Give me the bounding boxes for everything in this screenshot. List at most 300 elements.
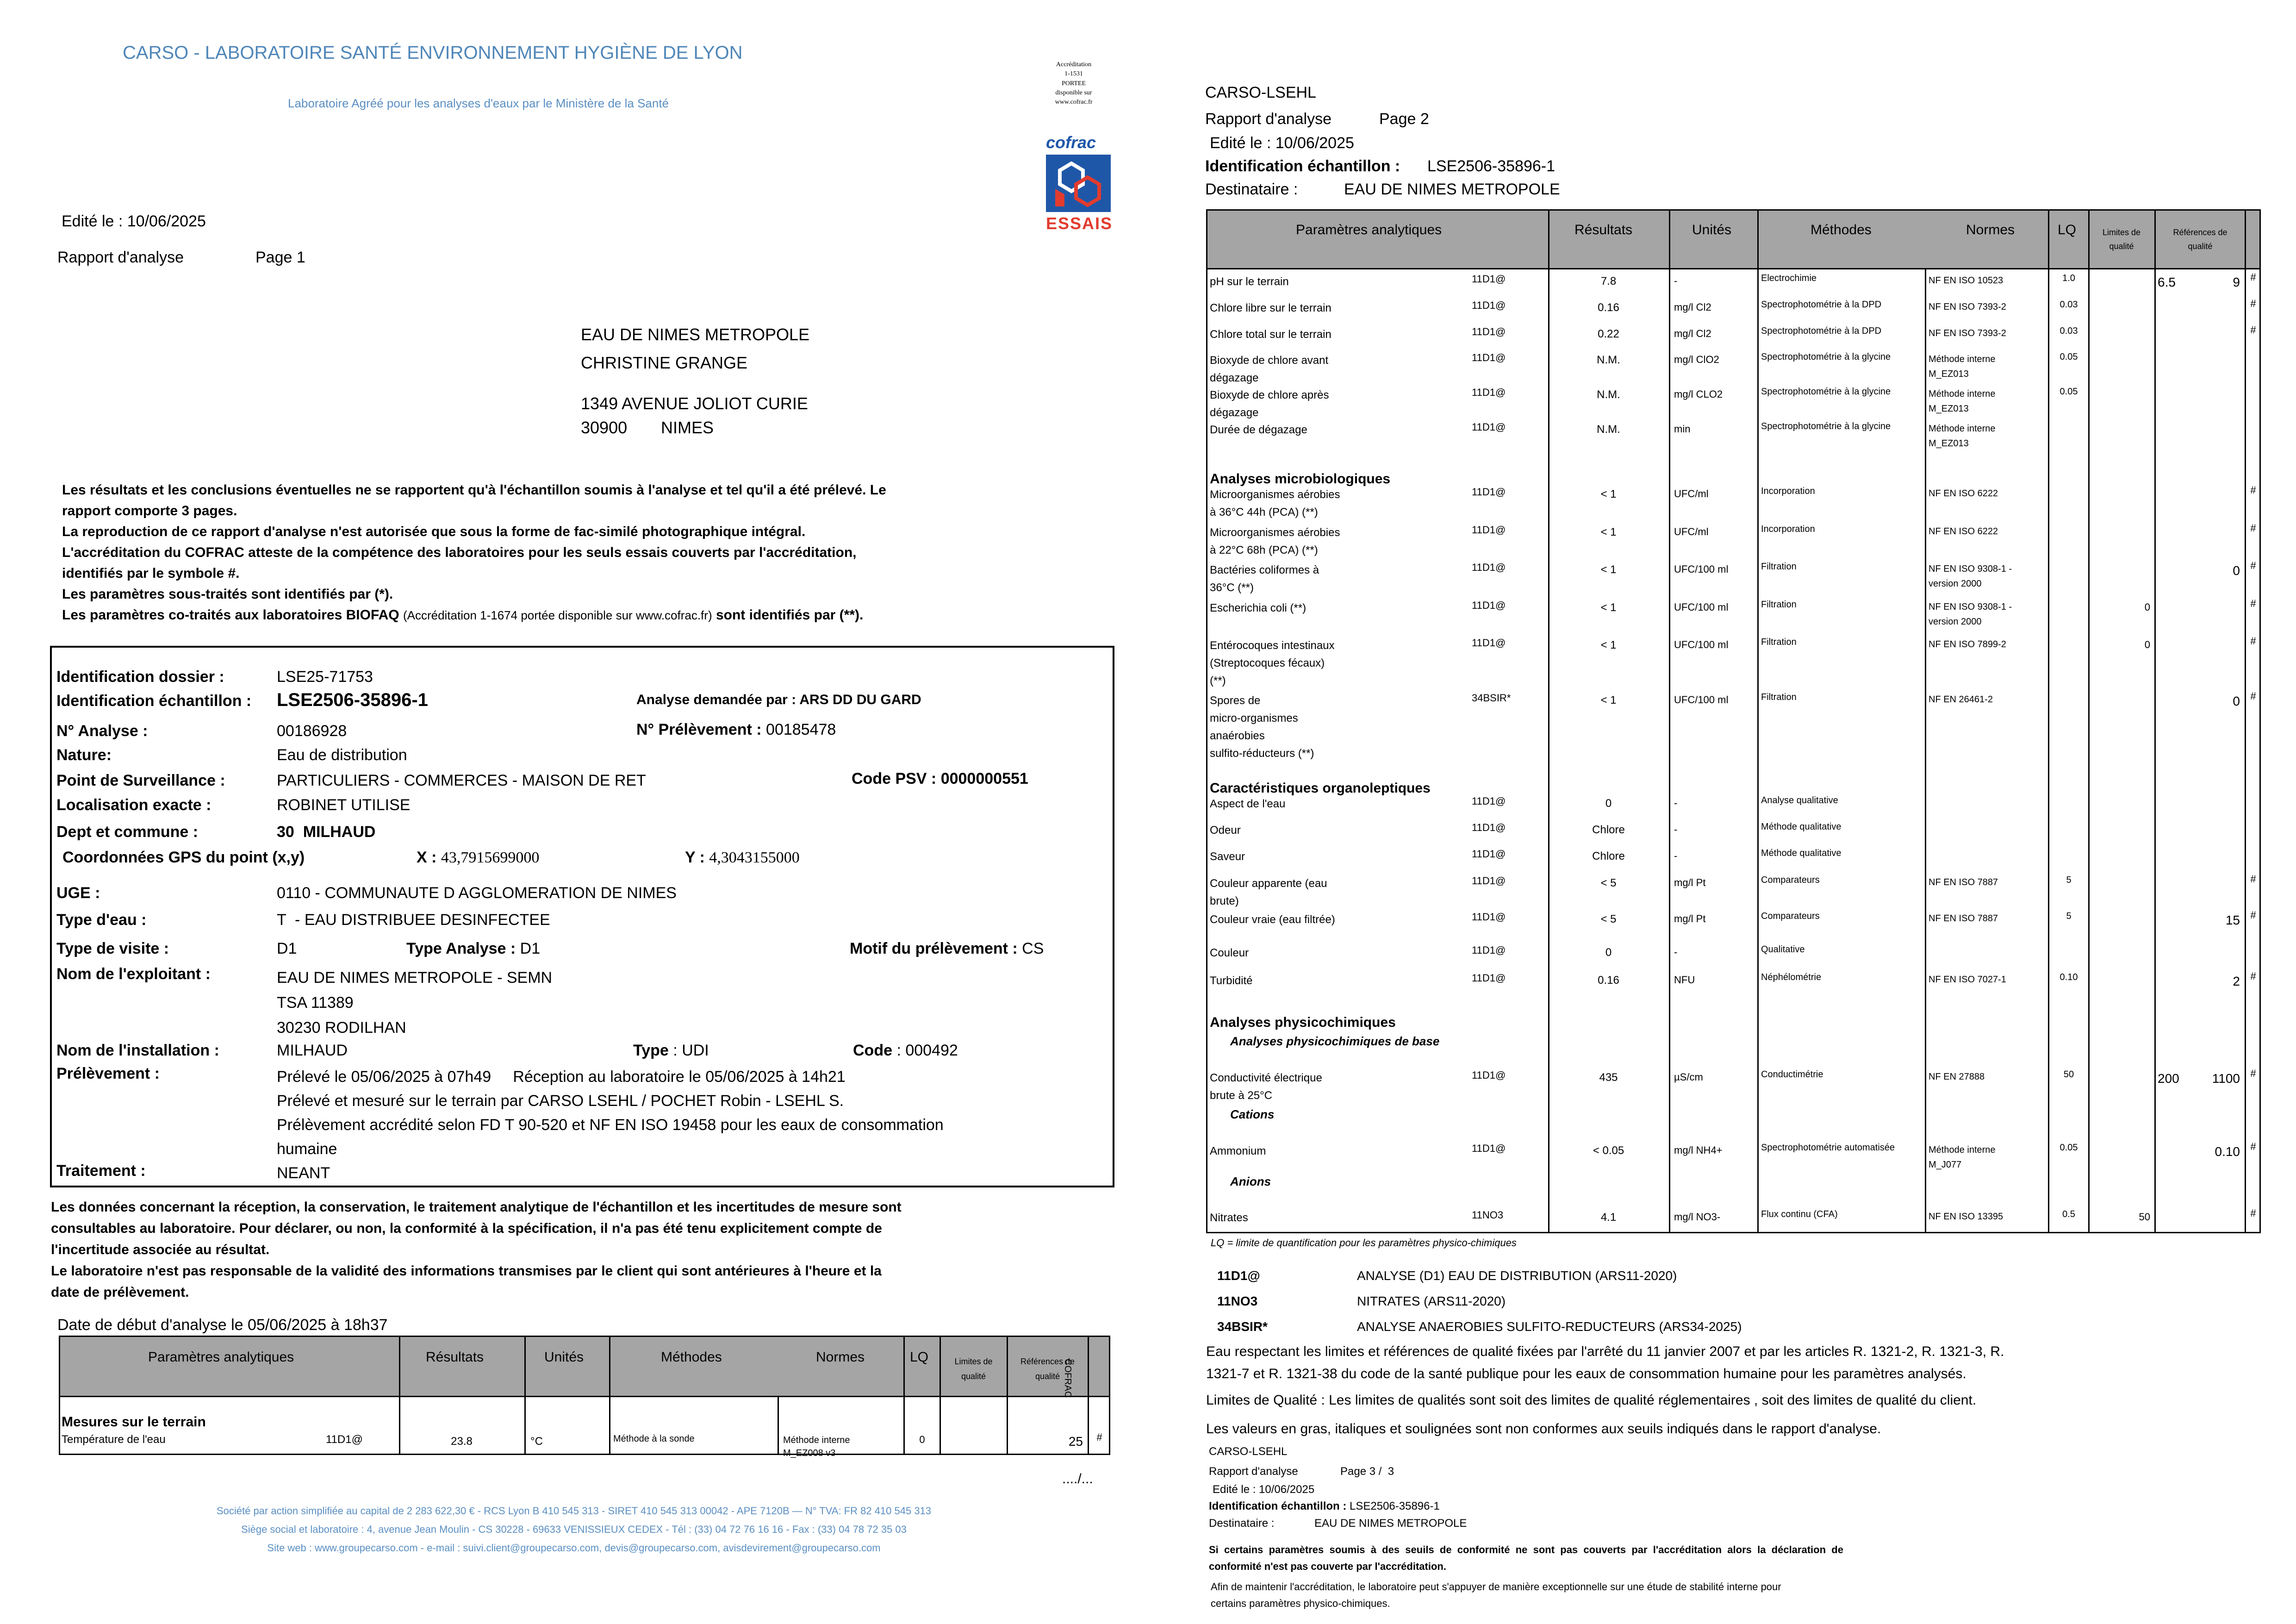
row-method: Spectrophotométrie à la DPD xyxy=(1761,300,1882,310)
row-param xyxy=(1210,524,1340,559)
gps-x xyxy=(417,849,539,867)
row-param-line: brute) xyxy=(1210,895,1239,907)
row-accredited: # xyxy=(2250,970,2256,982)
row-ref-min: 6.5 xyxy=(2158,275,2176,289)
p3-report-label: Rapport d'analyse xyxy=(1209,1465,1298,1478)
row-param-line: Bioxyde de chlore après xyxy=(1210,389,1329,401)
row-code: 11D1@ xyxy=(1472,421,1506,433)
row-norm xyxy=(1929,637,2006,652)
row-code: 11D1@ xyxy=(1472,562,1506,573)
row-method: Néphélométrie xyxy=(1761,972,1822,982)
analysis-start-date: Date de début d'analyse le 05/06/2025 à 18h37 xyxy=(57,1316,388,1334)
row-param-line: Microorganismes aérobies xyxy=(1210,526,1340,539)
row-param xyxy=(1210,1143,1266,1160)
row-norm xyxy=(1929,421,1996,451)
row-code: 11D1@ xyxy=(1472,875,1506,887)
dossier-label: Identification dossier : xyxy=(56,668,224,686)
row-result: < 5 xyxy=(1600,913,1617,925)
row-param xyxy=(1210,326,1332,344)
row-norm xyxy=(1929,562,2012,591)
code-psv-value: 0000000551 xyxy=(940,770,1028,787)
row-norm-line: NF EN ISO 6222 xyxy=(1929,488,1998,499)
row-norm-line: NF EN ISO 13395 xyxy=(1929,1212,2004,1222)
exploitant-label: Nom de l'exploitant : xyxy=(56,965,211,983)
p2-th-limits-line: qualité xyxy=(2109,242,2134,251)
row-accredited: # xyxy=(2250,271,2256,283)
row-result: < 1 xyxy=(1600,526,1617,538)
row-result: N.M. xyxy=(1597,354,1620,366)
row-code: 11D1@ xyxy=(1472,600,1506,611)
row-code: 11D1@ xyxy=(1472,273,1506,285)
p2-th-units: Unités xyxy=(1692,222,1732,237)
row-norm xyxy=(1929,911,1998,926)
p3-para-line: Afin de maintenir l'accréditation, le laboratoire peut s'appuyer de manière exceptionnelle sur une étude de stabilité interne pour xyxy=(1211,1581,1781,1593)
row-param-line: Couleur xyxy=(1210,947,1249,959)
cofrac-logo xyxy=(1046,133,1111,235)
accreditation-line: disponible sur xyxy=(1055,89,1092,96)
gps-x-label: X : xyxy=(417,849,437,866)
row-accredited: # xyxy=(2250,1141,2256,1152)
row-param xyxy=(1210,848,1245,866)
row-unit: mg/l ClO2 xyxy=(1674,354,1719,365)
installation-type-label: Type xyxy=(633,1042,669,1059)
section-micro: Analyses microbiologiques xyxy=(1210,471,1391,487)
row-unit: - xyxy=(1674,797,1678,809)
row-param xyxy=(1210,600,1306,617)
exploitant-line: 30230 RODILHAN xyxy=(277,1019,406,1037)
p1-th-refs-line: qualité xyxy=(1035,1372,1060,1381)
row-method: Conductimétrie xyxy=(1761,1069,1823,1080)
prelevement-line: Prélevé et mesuré sur le terrain par CARSO LSEHL / POCHET Robin - LSEHL S. xyxy=(277,1092,844,1110)
p1-th-limits-line: qualité xyxy=(961,1372,986,1381)
bold-note: Les valeurs en gras, italiques et soulignées sont non conformes aux seuils indiqués dans le rapport d'analyse. xyxy=(1206,1421,1881,1437)
row-param xyxy=(1210,421,1307,439)
gps-y-value: 4,3043155000 xyxy=(709,849,800,866)
row-accredited: # xyxy=(2250,873,2256,885)
row-method: Filtration xyxy=(1761,562,1797,572)
row-ref-max: 2 xyxy=(2233,974,2240,988)
row-method: Flux continu (CFA) xyxy=(1761,1209,1838,1219)
subsection-cations: Cations xyxy=(1230,1107,1275,1121)
row-method: Filtration xyxy=(1761,600,1797,610)
row-param-line: Chlore total sur le terrain xyxy=(1210,328,1332,341)
p2-th-lq: LQ xyxy=(2058,222,2077,237)
row-param-line: brute à 25°C xyxy=(1210,1089,1273,1102)
type-analyse-value: D1 xyxy=(520,940,541,957)
row-lq: 0.10 xyxy=(2060,972,2078,982)
row-param xyxy=(1210,273,1289,291)
notice-line: Les résultats et les conclusions éventuelles ne se rapportent qu'à l'échantillon soumis à l'analyse et tel qu'il a été prélevé. Le xyxy=(62,482,886,498)
row-code: 11D1@ xyxy=(1472,300,1506,311)
p1-th-cofrac: COFRAC xyxy=(1063,1359,1073,1398)
row-result: 435 xyxy=(1599,1071,1618,1084)
row-accredited: # xyxy=(2250,635,2256,647)
row-param-line: Spores de xyxy=(1210,694,1261,707)
dept-value: 30 MILHAUD xyxy=(277,823,376,841)
p3-accreditation-note xyxy=(1209,1542,1843,1575)
row-norm xyxy=(1929,326,2006,341)
row-result: 0.22 xyxy=(1598,328,1619,340)
row-method: Electrochimie xyxy=(1761,273,1817,283)
analyse-value: 00186928 xyxy=(277,722,347,740)
row-temp-lq: 0 xyxy=(919,1434,925,1445)
row-norm-line: M_EZ013 xyxy=(1929,438,1969,449)
row-limit: 0 xyxy=(2144,639,2150,650)
row-method: Comparateurs xyxy=(1761,911,1820,921)
code-psv-label: Code PSV : xyxy=(852,770,937,787)
row-param-line: Couleur vraie (eau filtrée) xyxy=(1210,913,1335,926)
row-result: Chlore xyxy=(1592,850,1625,862)
conformity-line: 1321-7 et R. 1321-38 du code de la santé publique pour les eaux de consommation humaine pour les paramètres analysés. xyxy=(1206,1366,1966,1381)
row-unit: UFC/100 ml xyxy=(1674,639,1729,650)
data-notices xyxy=(51,1197,902,1303)
row-norm-line: M_J077 xyxy=(1929,1160,1962,1170)
row-norm xyxy=(1929,875,1998,890)
row-norm xyxy=(1929,972,2006,987)
row-method: Spectrophotométrie à la glycine xyxy=(1761,352,1891,362)
row-result: 0.16 xyxy=(1598,301,1619,314)
page-number: Page 1 xyxy=(255,249,305,266)
notice-line: rapport comporte 3 pages. xyxy=(62,503,237,518)
row-norm-line: Méthode interne xyxy=(1929,424,1996,434)
row-norm-line: NF EN ISO 7899-2 xyxy=(1929,639,2006,650)
p1-th-results: Résultats xyxy=(426,1349,484,1365)
row-temp-unit: °C xyxy=(530,1435,543,1448)
row-norm xyxy=(1929,387,1996,416)
row-param xyxy=(1210,1069,1322,1105)
row-lq: 0.03 xyxy=(2060,326,2078,336)
row-ref-max: 9 xyxy=(2233,275,2240,289)
data-notice-line: consultables au laboratoire. Pour déclarer, ou non, la conformité à la spécification, il n'a pas été tenu explicitement compte de xyxy=(51,1221,882,1236)
row-lq: 0.05 xyxy=(2060,352,2078,362)
notice-line: Les paramètres sous-traités sont identifiés par (*). xyxy=(62,587,393,602)
type-eau-value: T - EAU DISTRIBUEE DESINFECTEE xyxy=(277,911,550,929)
row-temp-method: Méthode à la sonde xyxy=(613,1434,695,1444)
row-param-line: Odeur xyxy=(1210,824,1241,837)
p1-th-refs xyxy=(1008,1354,1088,1384)
edited-date: Edité le : 10/06/2025 xyxy=(62,212,206,230)
p1-th-units: Unités xyxy=(544,1349,584,1365)
row-method: Spectrophotométrie à la DPD xyxy=(1761,326,1882,336)
motif-label: Motif du prélèvement : xyxy=(850,940,1018,957)
row-param-line: Couleur apparente (eau xyxy=(1210,877,1327,890)
code-psv xyxy=(852,770,1028,788)
installation-type xyxy=(633,1042,709,1060)
legend-desc: ANALYSE (D1) EAU DE DISTRIBUTION (ARS11-2020) xyxy=(1357,1268,1677,1283)
notice-biofaq-b: (Accréditation 1-1674 portée disponible sur www.cofrac.fr) xyxy=(403,608,712,622)
row-ref-max: 0.10 xyxy=(2215,1144,2240,1159)
notice-line: identifiés par le symbole #. xyxy=(62,566,240,581)
row-accredited: # xyxy=(2250,560,2256,571)
row-param-line: 36°C (**) xyxy=(1210,581,1254,594)
row-temp-ref: 25 xyxy=(1068,1434,1083,1449)
localisation-label: Localisation exacte : xyxy=(56,796,212,814)
row-result: < 1 xyxy=(1600,601,1617,614)
visite-label: Type de visite : xyxy=(56,940,169,957)
gps-x-value: 43,7915699000 xyxy=(441,849,540,866)
recipient-city: NIMES xyxy=(661,418,714,437)
p3-bold-line: conformité n'est pas couverte par l'accréditation. xyxy=(1209,1561,1446,1572)
p1-table-body xyxy=(59,1397,1110,1455)
conformity-statement xyxy=(1206,1341,2004,1385)
row-result: < 1 xyxy=(1600,563,1617,576)
row-code: 11D1@ xyxy=(1472,795,1506,807)
row-param xyxy=(1210,944,1249,962)
row-limit: 50 xyxy=(2139,1211,2150,1223)
notices-block xyxy=(62,480,886,626)
row-lq: 1.0 xyxy=(2062,273,2075,283)
p2-th-limits-line: Limites de xyxy=(2102,228,2141,237)
row-unit: µS/cm xyxy=(1674,1071,1703,1083)
row-ref-max: 15 xyxy=(2225,913,2240,927)
row-param-line: micro-organismes xyxy=(1210,712,1298,725)
subsection-anions: Anions xyxy=(1230,1174,1271,1188)
p3-id xyxy=(1209,1500,1440,1513)
notice-biofaq-a: Les paramètres co-traités aux laboratoires BIOFAQ xyxy=(62,607,399,623)
row-norm xyxy=(1929,1069,1985,1084)
data-notice-line: l'incertitude associée au résultat. xyxy=(51,1242,270,1257)
row-param-line: anaérobies xyxy=(1210,730,1265,742)
recipient-street: 1349 AVENUE JOLIOT CURIE xyxy=(581,394,808,413)
conformity-line: Eau respectant les limites et références de qualité fixées par l'arrêté du 11 janvier 2007 et par les articles R. 1321-2, R. 1321-3, R. xyxy=(1206,1344,2004,1359)
exploitant-line: EAU DE NIMES METROPOLE - SEMN xyxy=(277,969,553,987)
row-lq: 0.5 xyxy=(2062,1209,2075,1219)
row-method: Spectrophotométrie à la glycine xyxy=(1761,387,1891,397)
exploitant-address xyxy=(277,965,552,1040)
row-lq: 0.05 xyxy=(2060,1143,2078,1153)
row-unit: UFC/100 ml xyxy=(1674,694,1729,706)
row-result: N.M. xyxy=(1597,388,1620,401)
row-param xyxy=(1210,1209,1248,1227)
localisation-value: ROBINET UTILISE xyxy=(277,796,411,814)
gps-label: Coordonnées GPS du point (x,y) xyxy=(62,849,305,866)
row-accredited: # xyxy=(2250,522,2256,534)
gps-y xyxy=(685,849,800,867)
traitement-label: Traitement : xyxy=(56,1162,146,1180)
row-param xyxy=(1210,352,1328,387)
row-param xyxy=(1210,911,1335,929)
recipient-org: EAU DE NIMES METROPOLE xyxy=(581,325,810,344)
row-unit: UFC/100 ml xyxy=(1674,563,1729,575)
row-lq: 5 xyxy=(2066,875,2072,885)
row-unit: - xyxy=(1674,275,1678,287)
row-param-line: Chlore libre sur le terrain xyxy=(1210,302,1332,314)
row-unit: - xyxy=(1674,850,1678,862)
uge-value: 0110 - COMMUNAUTE D AGGLOMERATION DE NIMES xyxy=(277,884,677,902)
p1-th-limits-line: Limites de xyxy=(954,1357,993,1366)
row-norm xyxy=(1929,352,1996,381)
motif-value: CS xyxy=(1022,940,1044,957)
section-organo: Caractéristiques organoleptiques xyxy=(1210,781,1431,796)
row-lq: 5 xyxy=(2066,911,2072,921)
gps-y-label: Y : xyxy=(685,849,705,866)
type-analyse-label: Type Analyse : xyxy=(406,940,516,957)
row-accredited: # xyxy=(2250,1068,2256,1079)
p3-edited: Edité le : 10/06/2025 xyxy=(1213,1483,1315,1496)
section-physico: Analyses physicochimiques xyxy=(1210,1015,1396,1030)
echantillon-value: LSE2506-35896-1 xyxy=(277,690,428,710)
p3-dest-label: Destinataire : xyxy=(1209,1517,1275,1530)
row-norm-line: NF EN ISO 7887 xyxy=(1929,877,1998,887)
p3-id-value: LSE2506-35896-1 xyxy=(1350,1500,1440,1512)
row-code: 11D1@ xyxy=(1472,387,1506,398)
row-code: 11D1@ xyxy=(1472,848,1506,860)
row-param xyxy=(1210,795,1285,813)
row-norm-line: NF EN ISO 10523 xyxy=(1929,275,2004,286)
row-accredited: # xyxy=(2250,690,2256,702)
legend-desc: ANALYSE ANAEROBIES SULFITO-REDUCTEURS (ARS34-2025) xyxy=(1357,1319,1742,1334)
p2-table-body xyxy=(1206,269,2261,1233)
row-param xyxy=(1210,387,1329,422)
row-result: 0 xyxy=(1605,946,1612,959)
limits-note: Limites de Qualité : Les limites de qualités sont soit des limites de qualité réglementaires , soit des limites de qualité du client. xyxy=(1206,1393,1977,1408)
p2-report-label: Rapport d'analyse xyxy=(1205,110,1332,128)
motif xyxy=(850,940,1044,958)
row-unit: UFC/100 ml xyxy=(1674,601,1729,613)
subsection-base: Analyses physicochimiques de base xyxy=(1230,1034,1440,1048)
installation-code-value: : 000492 xyxy=(896,1042,958,1059)
accreditation-line: 1-1531 xyxy=(1064,70,1083,78)
row-code: 11D1@ xyxy=(1472,352,1506,363)
legend-desc: NITRATES (ARS11-2020) xyxy=(1357,1294,1506,1308)
legend-code: 11NO3 xyxy=(1217,1294,1258,1308)
row-temp-norm xyxy=(783,1434,850,1460)
row-norm-line: version 2000 xyxy=(1929,617,1982,627)
installation-type-value: : UDI xyxy=(673,1042,709,1059)
row-param-line: à 36°C 44h (PCA) (**) xyxy=(1210,506,1318,518)
legend-code: 34BSIR* xyxy=(1217,1319,1268,1334)
row-temp-param: Température de l'eau xyxy=(62,1433,166,1446)
p1-th-methods: Méthodes xyxy=(661,1349,722,1365)
row-norm xyxy=(1929,600,2012,629)
p2-th-norms: Normes xyxy=(1966,222,2015,237)
row-param xyxy=(1210,300,1332,317)
row-unit: NFU xyxy=(1674,974,1695,986)
section-terrain: Mesures sur le terrain xyxy=(62,1414,206,1430)
p2-th-results: Résultats xyxy=(1574,222,1633,237)
p2-th-limits xyxy=(2089,225,2154,253)
prelevement-number-label: N° Prélèvement : xyxy=(636,721,762,738)
row-method: Analyse qualitative xyxy=(1761,795,1838,806)
prelevement-details xyxy=(277,1065,944,1161)
nature-label: Nature: xyxy=(56,746,112,764)
row-param xyxy=(1210,486,1340,521)
row-param-line: sulfito-réducteurs (**) xyxy=(1210,747,1314,760)
footer-line: Site web : www.groupecarso.com - e-mail : suivi.client@groupecarso.com, devis@groupecarso.com, avisdevirement@groupecarso.com xyxy=(267,1542,881,1554)
row-unit: mg/l CLO2 xyxy=(1674,388,1723,400)
p2-id-value: LSE2506-35896-1 xyxy=(1427,157,1556,175)
row-norm xyxy=(1929,300,2006,314)
lab-subtitle: Laboratoire Agréé pour les analyses d'eaux par le Ministère de la Santé xyxy=(288,96,669,110)
p2-company: CARSO-LSEHL xyxy=(1205,84,1316,101)
row-norm-line: NF EN ISO 7393-2 xyxy=(1929,302,2006,312)
row-param-line: pH sur le terrain xyxy=(1210,275,1289,288)
cofrac-essais: ESSAIS xyxy=(1046,214,1113,233)
nature-value: Eau de distribution xyxy=(277,746,407,764)
row-result: N.M. xyxy=(1597,423,1620,436)
row-result: 7.8 xyxy=(1600,275,1617,287)
row-param-line: Durée de dégazage xyxy=(1210,424,1307,436)
row-param-line: Conductivité électrique xyxy=(1210,1072,1322,1084)
row-code: 11D1@ xyxy=(1472,637,1506,649)
row-param-line: Escherichia coli (**) xyxy=(1210,602,1307,614)
row-method: Spectrophotométrie à la glycine xyxy=(1761,421,1891,431)
row-code: 11D1@ xyxy=(1472,486,1506,498)
p2-th-refs-line: qualité xyxy=(2188,242,2213,251)
row-code: 11NO3 xyxy=(1472,1209,1504,1221)
prelevement-number-value: 00185478 xyxy=(766,721,836,738)
row-lq: 50 xyxy=(2063,1069,2074,1080)
row-param xyxy=(1210,972,1252,990)
p3-para-line: certains paramètres physico-chimiques. xyxy=(1211,1598,1390,1609)
row-method: Spectrophotométrie automatisée xyxy=(1761,1143,1895,1153)
row-param-line: Bioxyde de chlore avant xyxy=(1210,354,1329,367)
row-ref-min: 200 xyxy=(2158,1071,2179,1086)
row-result: < 5 xyxy=(1600,877,1617,889)
row-unit: mg/l Cl2 xyxy=(1674,328,1711,339)
row-param xyxy=(1210,875,1327,910)
row-temp-result: 23.8 xyxy=(451,1435,473,1448)
p2-edited: Edité le : 10/06/2025 xyxy=(1210,134,1354,152)
row-method: Comparateurs xyxy=(1761,875,1820,885)
row-norm-line: Méthode interne xyxy=(1929,389,1996,399)
row-result: 4.1 xyxy=(1600,1211,1617,1224)
row-unit: UFC/ml xyxy=(1674,488,1709,500)
p2-th-param: Paramètres analytiques xyxy=(1296,222,1442,237)
row-param-line: (**) xyxy=(1210,675,1226,687)
row-norm-line: NF EN ISO 7027-1 xyxy=(1929,974,2006,985)
row-norm xyxy=(1929,486,1998,501)
row-code: 34BSIR* xyxy=(1472,692,1511,704)
row-param-line: Ammonium xyxy=(1210,1145,1266,1157)
row-method: Qualitative xyxy=(1761,944,1805,955)
accreditation-line: www.cofrac.fr xyxy=(1055,99,1093,106)
type-analyse xyxy=(406,940,540,958)
row-unit: - xyxy=(1674,946,1678,958)
p3-bold-line: Si certains paramètres soumis à des seuils de conformité ne sont pas couverts par l'accréditation alors la déclaration de xyxy=(1209,1544,1843,1555)
row-param-line: Turbidité xyxy=(1210,974,1253,987)
row-norm-line: version 2000 xyxy=(1929,579,1982,589)
row-norm-line: NF EN ISO 7393-2 xyxy=(1929,328,2006,338)
legend-code: 11D1@ xyxy=(1217,1268,1260,1283)
row-norm-line: Méthode interne xyxy=(1929,1145,1996,1155)
row-result: < 1 xyxy=(1600,488,1617,500)
visite-value: D1 xyxy=(277,940,297,957)
installation-code-label: Code xyxy=(853,1042,892,1059)
prelevement-label: Prélèvement : xyxy=(56,1065,160,1082)
row-code: 11D1@ xyxy=(1472,1143,1506,1154)
row-unit: min xyxy=(1674,423,1691,435)
row-param-line: dégazage xyxy=(1210,406,1259,419)
row-norm xyxy=(1929,273,2003,288)
p2-dest-label: Destinataire : xyxy=(1205,181,1298,198)
row-param-line: Entérocoques intestinaux xyxy=(1210,639,1335,652)
row-unit: mg/l Pt xyxy=(1674,877,1706,888)
installation-code xyxy=(853,1042,958,1060)
row-unit: mg/l Pt xyxy=(1674,913,1706,924)
notice-biofaq xyxy=(62,605,886,626)
row-method: Méthode qualitative xyxy=(1761,848,1842,858)
accreditation-note xyxy=(1051,60,1097,107)
row-code: 11D1@ xyxy=(1472,972,1506,984)
row-param xyxy=(1210,822,1241,839)
uge-label: UGE : xyxy=(56,884,100,902)
footer-line: Société par action simplifiée au capital de 2 283 622,30 € - RCS Lyon B 410 545 313 - SIRET 410 545 313 00042 - APE 7120B — N° TVA: FR 82 410 545 313 xyxy=(216,1505,932,1517)
row-code: 11D1@ xyxy=(1472,911,1506,923)
row-lq: 0.05 xyxy=(2060,387,2078,397)
dossier-value: LSE25-71753 xyxy=(277,668,373,686)
row-code: 11D1@ xyxy=(1472,944,1506,956)
